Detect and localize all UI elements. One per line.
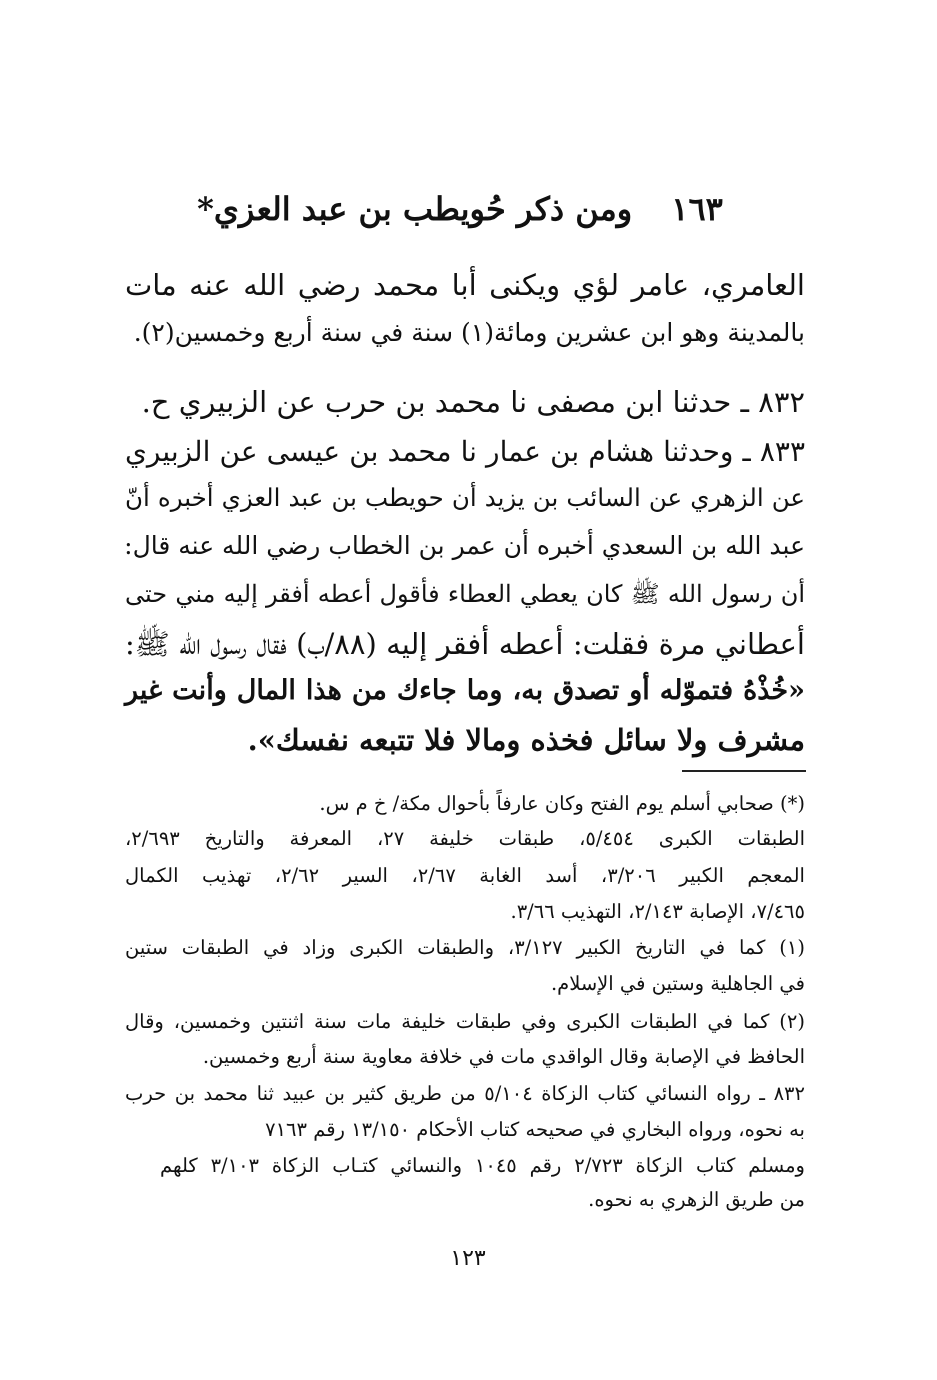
- body-line-2: بالمدينة وهو ابن عشرين ومائة(١) سنة في سنة أربع وخمسين(٢).: [133, 318, 805, 347]
- running-page-number: ١٦٣: [671, 190, 723, 228]
- hadith-833-line-3: عبد الله بن السعدي أخبره أن عمر بن الخطاب رضي الله عنه قال:: [124, 531, 805, 560]
- page-number-footer: ١٢٣: [450, 1246, 486, 1271]
- footnote-2-line-2: الحافظ في الإصابة وقال الواقدي مات في خلافة معاوية سنة أربع وخمسين.: [202, 1045, 805, 1068]
- footnote-separator: [682, 770, 806, 772]
- body-line-1: العامري، عامر لؤي ويكنى أبا محمد رضي الله عنه مات: [125, 268, 805, 302]
- footnote-star-line-2: الطبقات الكبرى ٥/٤٥٤، طبقات خليفة ٢٧، المعرفة والتاريخ ٢/٦٩٣،: [125, 827, 805, 850]
- footnote-star-line-1: (*) صحابي أسلم يوم الفتح وكان عارفاً بأحوال مكة/ خ م س.: [319, 792, 805, 815]
- footnote-1-line-2: في الجاهلية وستين في الإسلام.: [550, 972, 805, 995]
- footnote-832-line-3: ومسلم كتاب الزكاة ٢/٧٢٣ رقم ١٠٤٥ والنسائي كتـاب الزكاة ٣/١٠٣ كلهم: [160, 1154, 805, 1177]
- hadith-833-line-4: أن رسول الله ﷺ كان يعطي العطاء فأقول أعطه أفقر إليه مني حتى: [125, 580, 805, 608]
- hadith-833-line-1: ٨٣٣ ـ وحدثنا هشام بن عمار نا محمد بن عيسى عن الزبيري: [125, 435, 805, 468]
- hadith-quote-line-2: مشرف ولا سائل فخذه ومالا فلا تتبعه نفسك».: [247, 723, 805, 757]
- footnote-832-line-4: من طريق الزهري به نحوه.: [588, 1188, 805, 1211]
- footnote-1-line-1: (١) كما في التاريخ الكبير ٣/١٢٧، والطبقات الكبرى وزاد في الطبقات ستين: [125, 936, 806, 959]
- hadith-quote-line-1: «خُذْهُ فتموّله أو تصدق به، وما جاءك من هذا المال وأنت غير: [125, 675, 805, 706]
- footnote-2-line-1: (٢) كما في الطبقات الكبرى وفي طبقات خليفة مات سنة اثنتين وخمسين، وقال: [125, 1010, 805, 1033]
- hadith-832-line: ٨٣٢ ـ حدثنا ابن مصفى نا محمد بن حرب عن الزبيري ح.: [141, 385, 805, 419]
- chapter-title: ومن ذكر حُويطب بن عبد العزي*: [197, 190, 633, 228]
- footnote-star-line-3: المعجم الكبير ٣/٢٠٦، أسد الغابة ٢/٦٧، السير ٢/٦٢، تهذيب الكمال: [125, 864, 805, 887]
- footnote-832-line-2: به نحوه، ورواه البخاري في صحيحه كتاب الأحكام ١٣/١٥٠ رقم ٧١٦٣: [265, 1118, 805, 1141]
- footnote-star-line-4: ٧/٤٦٥، الإصابة ٢/١٤٣، التهذيب ٣/٦٦.: [510, 900, 805, 923]
- hadith-833-line-2: عن الزهري عن السائب بن يزيد أن حويطب بن عبد العزي أخبره أنّ: [125, 483, 805, 512]
- chapter-heading: [180, 190, 740, 228]
- footnote-832-line-1: ٨٣٢ ـ رواه النسائي كتاب الزكاة ٥/١٠٤ من طريق كثير بن عبيد ثنا محمد بن حرب: [125, 1082, 805, 1105]
- hadith-833-line-5: أعطاني مرة فقلت: أعطه أفقر إليه (٨٨/ب) فقال رسول الله ﷺ:: [125, 627, 805, 661]
